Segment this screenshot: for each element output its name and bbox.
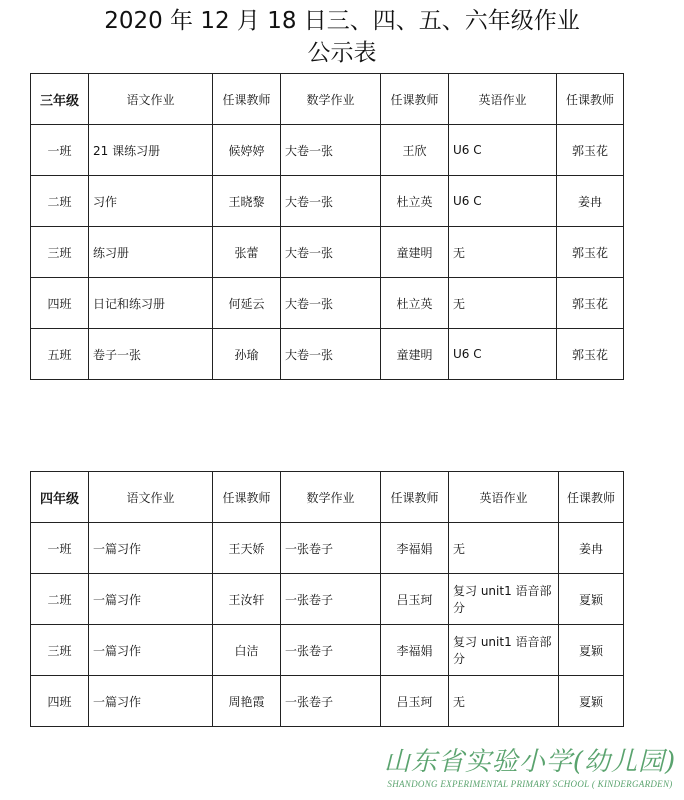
english-homework-cell: 复习 unit1 语音部分 (449, 574, 559, 625)
english-homework-cell: U6 C (449, 176, 557, 227)
table-row (31, 676, 624, 727)
class-cell: 一班 (31, 523, 89, 574)
class-cell: 二班 (31, 574, 89, 625)
grade4-homework-table (30, 471, 624, 727)
english-homework-cell: 复习 unit1 语音部分 (449, 625, 559, 676)
column-header: 任课教师 (557, 74, 624, 125)
teacher-cell: 李福娟 (381, 523, 449, 574)
teacher-cell: 姜冉 (557, 176, 624, 227)
table-header-row (31, 472, 624, 523)
column-header: 任课教师 (381, 472, 449, 523)
math-homework-cell: 一张卷子 (281, 574, 381, 625)
column-header: 任课教师 (213, 74, 281, 125)
english-homework-cell: U6 C (449, 329, 557, 380)
column-header: 语文作业 (89, 472, 213, 523)
class-cell: 一班 (31, 125, 89, 176)
class-cell: 四班 (31, 676, 89, 727)
teacher-cell: 王欣 (381, 125, 449, 176)
page-title-line2: 公示表 (307, 40, 377, 66)
table-row (31, 278, 624, 329)
teacher-cell: 童建明 (381, 227, 449, 278)
grade-label: 四年级 (31, 472, 89, 523)
chinese-homework-cell: 习作 (89, 176, 213, 227)
column-header: 数学作业 (281, 472, 381, 523)
teacher-cell: 杜立英 (381, 176, 449, 227)
school-name-cn: 山东省实验小学(幼儿园) (383, 747, 677, 777)
chinese-homework-cell: 一篇习作 (89, 523, 213, 574)
teacher-cell: 夏颖 (559, 574, 624, 625)
column-header: 任课教师 (381, 74, 449, 125)
table-row (31, 329, 624, 380)
school-watermark-logo (380, 746, 680, 790)
table-row (31, 227, 624, 278)
chinese-homework-cell: 一篇习作 (89, 625, 213, 676)
teacher-cell: 杜立英 (381, 278, 449, 329)
teacher-cell: 王晓黎 (213, 176, 281, 227)
class-cell: 三班 (31, 227, 89, 278)
column-header: 任课教师 (559, 472, 624, 523)
column-header: 语文作业 (89, 74, 213, 125)
class-cell: 四班 (31, 278, 89, 329)
math-homework-cell: 大卷一张 (281, 176, 381, 227)
math-homework-cell: 一张卷子 (281, 676, 381, 727)
class-cell: 五班 (31, 329, 89, 380)
teacher-cell: 王天娇 (213, 523, 281, 574)
math-homework-cell: 大卷一张 (281, 329, 381, 380)
class-cell: 三班 (31, 625, 89, 676)
teacher-cell: 何延云 (213, 278, 281, 329)
teacher-cell: 郭玉花 (557, 227, 624, 278)
page-title-line1: 2020 年 12 月 18 日三、四、五、六年级作业 (104, 8, 580, 34)
english-homework-cell: 无 (449, 278, 557, 329)
teacher-cell: 吕玉珂 (381, 574, 449, 625)
chinese-homework-cell: 练习册 (89, 227, 213, 278)
teacher-cell: 童建明 (381, 329, 449, 380)
chinese-homework-cell: 21 课练习册 (89, 125, 213, 176)
teacher-cell: 张蕾 (213, 227, 281, 278)
table-row (31, 125, 624, 176)
chinese-homework-cell: 一篇习作 (89, 574, 213, 625)
table-row (31, 176, 624, 227)
math-homework-cell: 一张卷子 (281, 523, 381, 574)
teacher-cell: 郭玉花 (557, 329, 624, 380)
math-homework-cell: 大卷一张 (281, 125, 381, 176)
column-header: 英语作业 (449, 472, 559, 523)
chinese-homework-cell: 一篇习作 (89, 676, 213, 727)
math-homework-cell: 大卷一张 (281, 227, 381, 278)
english-homework-cell: U6 C (449, 125, 557, 176)
english-homework-cell: 无 (449, 676, 559, 727)
grade3-homework-table (30, 73, 624, 380)
teacher-cell: 李福娟 (381, 625, 449, 676)
grade-label: 三年级 (31, 74, 89, 125)
english-homework-cell: 无 (449, 523, 559, 574)
table-row (31, 523, 624, 574)
english-homework-cell: 无 (449, 227, 557, 278)
class-cell: 二班 (31, 176, 89, 227)
teacher-cell: 候婷婷 (213, 125, 281, 176)
table-header-row (31, 74, 624, 125)
teacher-cell: 吕玉珂 (381, 676, 449, 727)
table-row (31, 625, 624, 676)
column-header: 英语作业 (449, 74, 557, 125)
teacher-cell: 郭玉花 (557, 278, 624, 329)
chinese-homework-cell: 日记和练习册 (89, 278, 213, 329)
teacher-cell: 周艳霞 (213, 676, 281, 727)
table-row (31, 574, 624, 625)
school-name-en: SHANDONG EXPERIMENTAL PRIMARY SCHOOL ( KINDERGARDEN) (387, 779, 673, 789)
teacher-cell: 姜冉 (559, 523, 624, 574)
teacher-cell: 白洁 (213, 625, 281, 676)
chinese-homework-cell: 卷子一张 (89, 329, 213, 380)
teacher-cell: 王汝轩 (213, 574, 281, 625)
teacher-cell: 夏颖 (559, 625, 624, 676)
teacher-cell: 郭玉花 (557, 125, 624, 176)
math-homework-cell: 一张卷子 (281, 625, 381, 676)
teacher-cell: 夏颖 (559, 676, 624, 727)
math-homework-cell: 大卷一张 (281, 278, 381, 329)
teacher-cell: 孙瑜 (213, 329, 281, 380)
column-header: 任课教师 (213, 472, 281, 523)
column-header: 数学作业 (281, 74, 381, 125)
